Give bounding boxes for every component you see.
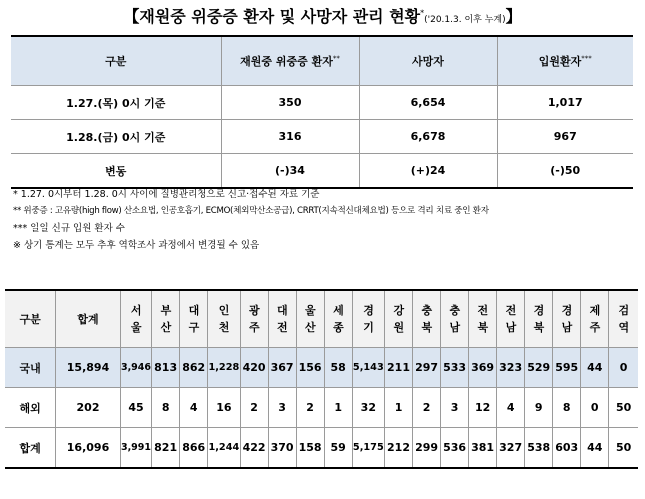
- summary-cell: (-)34: [221, 154, 359, 189]
- region-header-char: 북: [477, 321, 488, 334]
- region-header-char: 기: [363, 321, 374, 334]
- region-header: [352, 290, 384, 348]
- regional-cell: 327: [497, 428, 525, 469]
- region-header-char: 울: [130, 321, 142, 334]
- region-header-char: 북: [533, 321, 544, 334]
- regional-header-row: [5, 290, 638, 348]
- regional-cell: 538: [525, 428, 553, 469]
- region-header-char: 광: [248, 304, 260, 317]
- regional-cell: 59: [324, 428, 352, 469]
- region-header-char: 구: [188, 321, 199, 334]
- region-header-char: 대: [277, 304, 288, 317]
- regional-cell: 866: [180, 428, 208, 469]
- region-header: [609, 290, 638, 348]
- footnotes: [13, 186, 489, 254]
- region-header-char: 남: [561, 321, 572, 334]
- region-header-char: 산: [160, 321, 171, 334]
- regional-cell: 16: [208, 388, 240, 428]
- summary-cell: 1,017: [497, 86, 633, 120]
- regional-cell: 862: [180, 348, 208, 388]
- region-header: [469, 290, 497, 348]
- regional-cell: 0: [609, 348, 638, 388]
- regional-row-total: 202: [56, 388, 121, 428]
- page-title: [0, 4, 645, 27]
- summary-header-label: 재원중 위중증 환자: [240, 55, 333, 68]
- regional-cell: 1,228: [208, 348, 240, 388]
- regional-cell: 299: [413, 428, 441, 469]
- summary-cell: 316: [221, 120, 359, 154]
- summary-row-label: 1.27.(목) 0시 기준: [11, 86, 221, 120]
- summary-row: [11, 120, 633, 154]
- region-header: [180, 290, 208, 348]
- regional-cell: 44: [581, 428, 609, 469]
- region-header-char: 경: [561, 304, 572, 317]
- regional-cell: 297: [413, 348, 441, 388]
- regional-cell: 50: [609, 388, 638, 428]
- footnote: ※ 상기 통계는 모두 추후 역학조사 과정에서 변경될 수 있음: [13, 240, 260, 251]
- regional-cell: 2: [413, 388, 441, 428]
- regional-cell: 529: [525, 348, 553, 388]
- region-header-char: 주: [589, 321, 600, 334]
- regional-cell: 1: [385, 388, 413, 428]
- region-header-char: 충: [421, 304, 432, 317]
- regional-cell: 58: [324, 348, 352, 388]
- regional-cell: 323: [497, 348, 525, 388]
- summary-header: [497, 36, 633, 86]
- regional-cell: 32: [352, 388, 384, 428]
- title-close: 】: [505, 7, 522, 26]
- region-header: [324, 290, 352, 348]
- region-header-char: 전: [477, 304, 488, 317]
- summary-header: 사망자: [359, 36, 497, 86]
- regional-cell: 2: [240, 388, 268, 428]
- region-header: [152, 290, 180, 348]
- regional-cell: 156: [296, 348, 324, 388]
- region-header: [296, 290, 324, 348]
- region-header-char: 경: [363, 304, 374, 317]
- region-header-char: 북: [421, 321, 432, 334]
- regional-cell: 211: [385, 348, 413, 388]
- region-header-char: 남: [449, 321, 460, 334]
- regional-cell: 4: [180, 388, 208, 428]
- region-header-char: 전: [505, 304, 516, 317]
- regional-table: [5, 289, 638, 469]
- regional-corner-header: 구분: [5, 290, 56, 348]
- regional-cell: 4: [497, 388, 525, 428]
- title-main: 【재원중 위중증 환자 및 사망자 관리 현황: [123, 7, 421, 26]
- region-header: [240, 290, 268, 348]
- footnote: *** 일일 신규 입원 환자 수: [13, 223, 125, 234]
- title-mark: *: [420, 8, 425, 18]
- regional-cell: 603: [553, 428, 581, 469]
- region-header-char: 제: [589, 304, 600, 317]
- region-header-char: 천: [218, 321, 229, 334]
- regional-cell: 8: [152, 388, 180, 428]
- regional-cell: 50: [609, 428, 638, 469]
- summary-header-mark: **: [332, 54, 340, 63]
- summary-cell: (+)24: [359, 154, 497, 189]
- region-header-char: 강: [393, 304, 404, 317]
- regional-cell: 3: [268, 388, 296, 428]
- regional-row-total: 15,894: [56, 348, 121, 388]
- regional-cell: 9: [525, 388, 553, 428]
- regional-cell: 536: [441, 428, 469, 469]
- region-header-char: 세: [333, 304, 344, 317]
- summary-row: [11, 154, 633, 189]
- region-header: [553, 290, 581, 348]
- summary-cell: 350: [221, 86, 359, 120]
- regional-row-total: 16,096: [56, 428, 121, 469]
- region-header: [497, 290, 525, 348]
- regional-row: [5, 428, 638, 469]
- regional-cell: 533: [441, 348, 469, 388]
- regional-cell: 3,991: [120, 428, 151, 469]
- regional-cell: 422: [240, 428, 268, 469]
- summary-cell: 6,678: [359, 120, 497, 154]
- region-header: [120, 290, 151, 348]
- region-header-char: 서: [130, 304, 142, 317]
- region-header: [208, 290, 240, 348]
- footnote: * 1.27. 0시부터 1.28. 0시 사이에 질병관리청으로 신고·접수된 자료 기준: [13, 189, 320, 200]
- regional-cell: 8: [553, 388, 581, 428]
- region-header-char: 원: [393, 321, 404, 334]
- regional-total-header: 합계: [56, 290, 121, 348]
- regional-cell: 5,143: [352, 348, 384, 388]
- region-header-char: 산: [305, 321, 316, 334]
- region-header-char: 전: [277, 321, 288, 334]
- regional-cell: 420: [240, 348, 268, 388]
- region-header: [268, 290, 296, 348]
- regional-row-label: 해외: [5, 388, 56, 428]
- summary-row-label: 1.28.(금) 0시 기준: [11, 120, 221, 154]
- regional-cell: 3: [441, 388, 469, 428]
- regional-row: [5, 388, 638, 428]
- summary-header: [221, 36, 359, 86]
- regional-cell: 158: [296, 428, 324, 469]
- regional-cell: 45: [120, 388, 151, 428]
- regional-cell: 1,244: [208, 428, 240, 469]
- summary-row: [11, 86, 633, 120]
- regional-cell: 44: [581, 348, 609, 388]
- regional-cell: 813: [152, 348, 180, 388]
- regional-cell: 2: [296, 388, 324, 428]
- summary-header: 구분: [11, 36, 221, 86]
- regional-cell: 0: [581, 388, 609, 428]
- region-header-char: 주: [248, 321, 260, 334]
- regional-cell: 595: [553, 348, 581, 388]
- regional-row: [5, 348, 638, 388]
- regional-cell: 212: [385, 428, 413, 469]
- regional-row-label: 합계: [5, 428, 56, 469]
- summary-cell: 6,654: [359, 86, 497, 120]
- region-header-char: 인: [218, 304, 229, 317]
- region-header: [525, 290, 553, 348]
- title-range: ('20.1.3. 이후 누계): [424, 15, 506, 25]
- summary-row-label: 변동: [11, 154, 221, 189]
- summary-header-row: [11, 36, 633, 86]
- regional-cell: 821: [152, 428, 180, 469]
- regional-cell: 370: [268, 428, 296, 469]
- region-header-char: 부: [160, 304, 171, 317]
- summary-cell: (-)50: [497, 154, 633, 189]
- region-header-char: 역: [618, 321, 629, 334]
- region-header-char: 남: [505, 321, 516, 334]
- region-header-char: 검: [618, 304, 629, 317]
- summary-header-label: 입원환자: [538, 55, 582, 68]
- regional-cell: 1: [324, 388, 352, 428]
- region-header-char: 충: [449, 304, 460, 317]
- regional-cell: 12: [469, 388, 497, 428]
- region-header-char: 울: [305, 304, 316, 317]
- region-header-char: 경: [533, 304, 544, 317]
- regional-cell: 381: [469, 428, 497, 469]
- region-header-char: 종: [333, 321, 344, 334]
- regional-cell: 367: [268, 348, 296, 388]
- summary-cell: 967: [497, 120, 633, 154]
- footnote: ** 위중증 : 고유량(high flow) 산소요법, 인공호흡기, ECMO(체외막산소공급), CRRT(지속적신대체요법) 등으로 격리 치료 중인 환자: [13, 206, 489, 216]
- region-header: [581, 290, 609, 348]
- regional-row-label: 국내: [5, 348, 56, 388]
- region-header: [385, 290, 413, 348]
- region-header: [441, 290, 469, 348]
- summary-header-mark: ***: [581, 54, 592, 63]
- regional-cell: 3,946: [120, 348, 151, 388]
- regional-cell: 5,175: [352, 428, 384, 469]
- region-header-char: 대: [188, 304, 199, 317]
- regional-cell: 369: [469, 348, 497, 388]
- summary-table: [11, 35, 633, 189]
- region-header: [413, 290, 441, 348]
